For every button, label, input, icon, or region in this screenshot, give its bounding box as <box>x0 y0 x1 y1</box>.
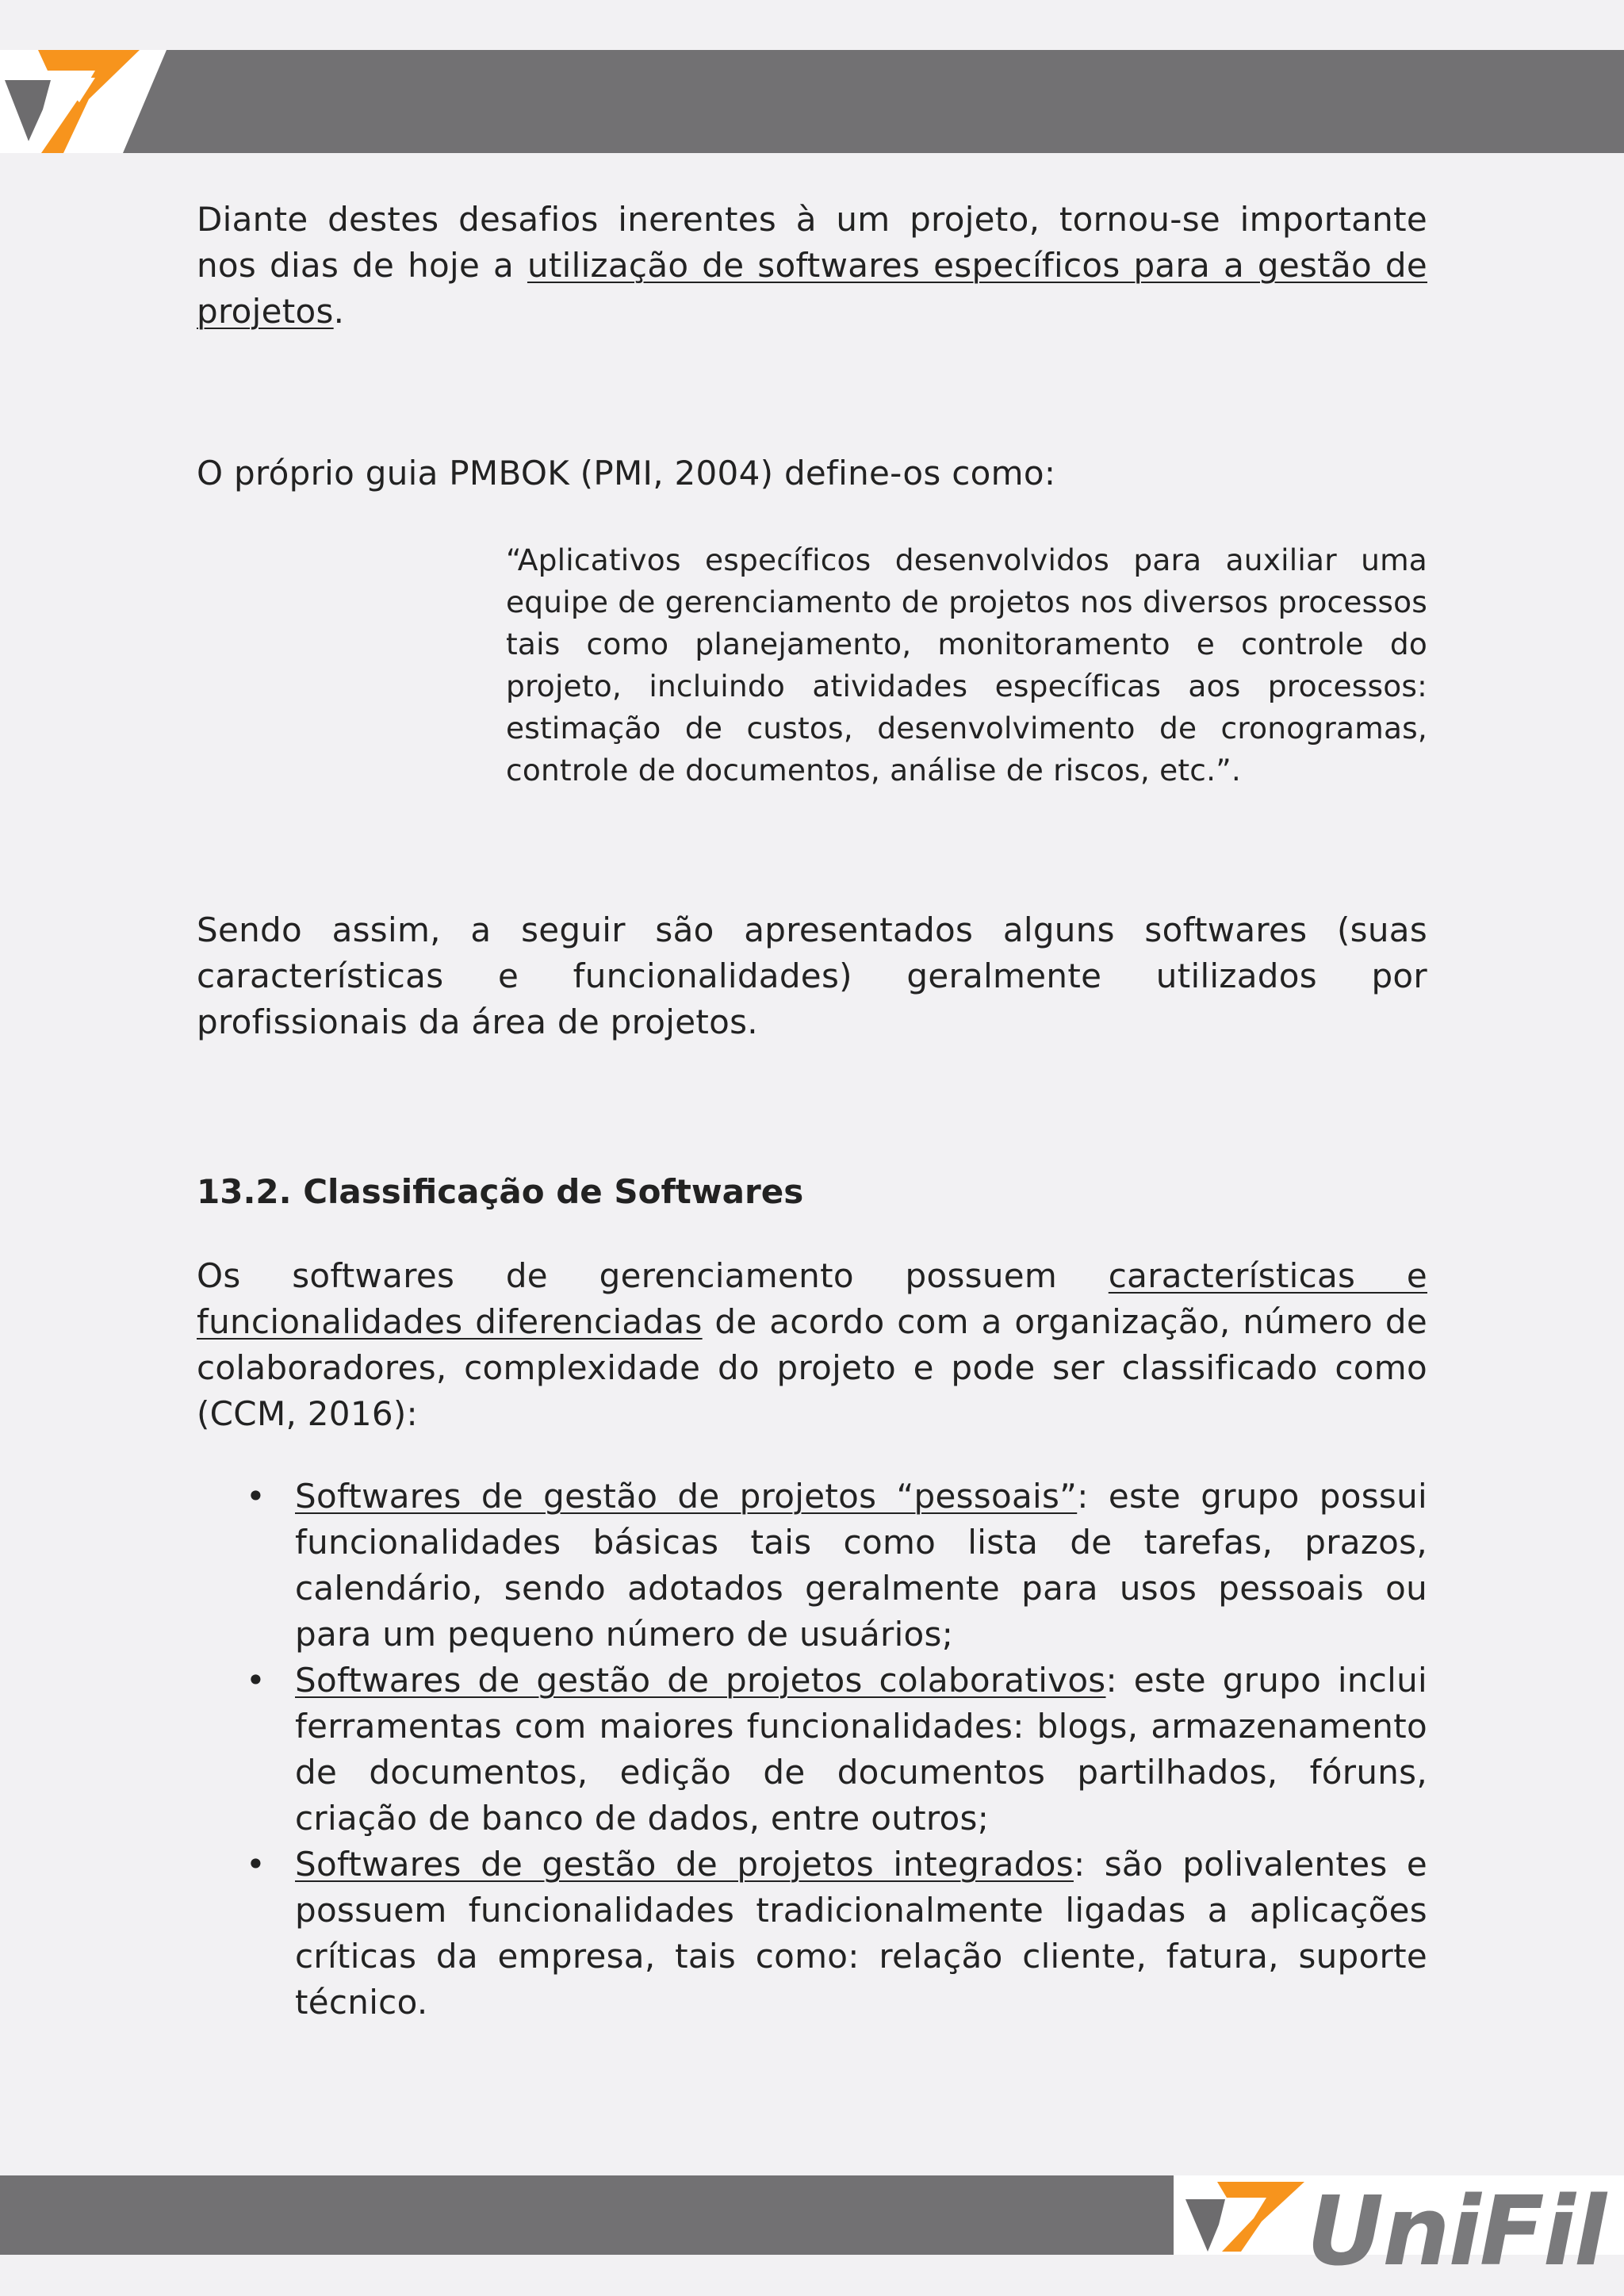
underlined-phrase: utilização de softwares específicos para a gestão de projetos <box>197 246 1427 331</box>
paragraph-classification-text: Os softwares de gerenciamento possuem <box>197 1256 1109 1295</box>
software-types-list <box>197 1474 1427 2026</box>
list-item-text: : este grupo inclui ferramentas com maiores funcionalidades: blogs, armazenamento de documentos, edição de documentos partilhados, fóruns, criação de banco de dados, entre outros; <box>295 1661 1427 1838</box>
underlined-phrase: características e funcionalidades diferenciadas <box>197 1256 1427 1341</box>
bullet: • <box>246 1661 266 1700</box>
list-item <box>246 1842 1428 2026</box>
page-header <box>0 50 1624 153</box>
paragraph-classification-end: de acordo com a organização, número de colaboradores, complexidade do projeto e pode ser classificado como (CCM, 2016): <box>197 1302 1428 1433</box>
list-item-text: : são polivalentes e possuem funcionalidades tradicionalmente ligadas a aplicações críticas da empresa, tais como: relação cliente, fatura, suporte técnico. <box>295 1845 1428 2022</box>
bullet: • <box>246 1845 266 1884</box>
pmbok-quote: “Aplicativos específicos desenvolvidos para auxiliar uma equipe de gerenciamento de projetos nos diversos processos tais como planejamento, monitoramento e controle do projeto, incluindo atividades específicas aos processos: estimação de custos, desenvolvimento de cronogramas, controle de documentos, análise de riscos, etc.”. <box>506 542 1427 788</box>
list-item-term: Softwares de gestão de projetos colaborativos <box>295 1661 1106 1700</box>
document-body <box>197 187 1427 2026</box>
section-heading: 13.2. Classificação de Softwares <box>197 1172 804 1211</box>
list-item-term: Softwares de gestão de projetos integrados <box>295 1845 1074 1884</box>
paragraph-intro-text: Diante destes desafios inerentes à um projeto, tornou-se importante nos dias de hoje a <box>197 200 1427 285</box>
paragraph-pmbok: O próprio guia PMBOK (PMI, 2004) define-os como: <box>197 454 1056 493</box>
list-item <box>246 1658 1427 1842</box>
bullet: • <box>246 1477 266 1516</box>
unifil-logo-text: UniFil <box>1306 2177 1605 2287</box>
paragraph-classification <box>197 1253 1427 1437</box>
paragraph-intro <box>197 197 1427 335</box>
list-item-text: : este grupo possui funcionalidades básicas tais como lista de tarefas, prazos, calendário, sendo adotados geralmente para usos pessoais ou para um pequeno número de usuários; <box>295 1477 1428 1654</box>
paragraph-intro-end: . <box>333 292 345 331</box>
list-item-term: Softwares de gestão de projetos “pessoais” <box>295 1477 1078 1516</box>
list-item <box>246 1474 1428 1658</box>
paragraph-softwares: Sendo assim, a seguir são apresentados alguns softwares (suas características e funcionalidades) geralmente utilizados por profissionais da área de projetos. <box>197 910 1427 1041</box>
